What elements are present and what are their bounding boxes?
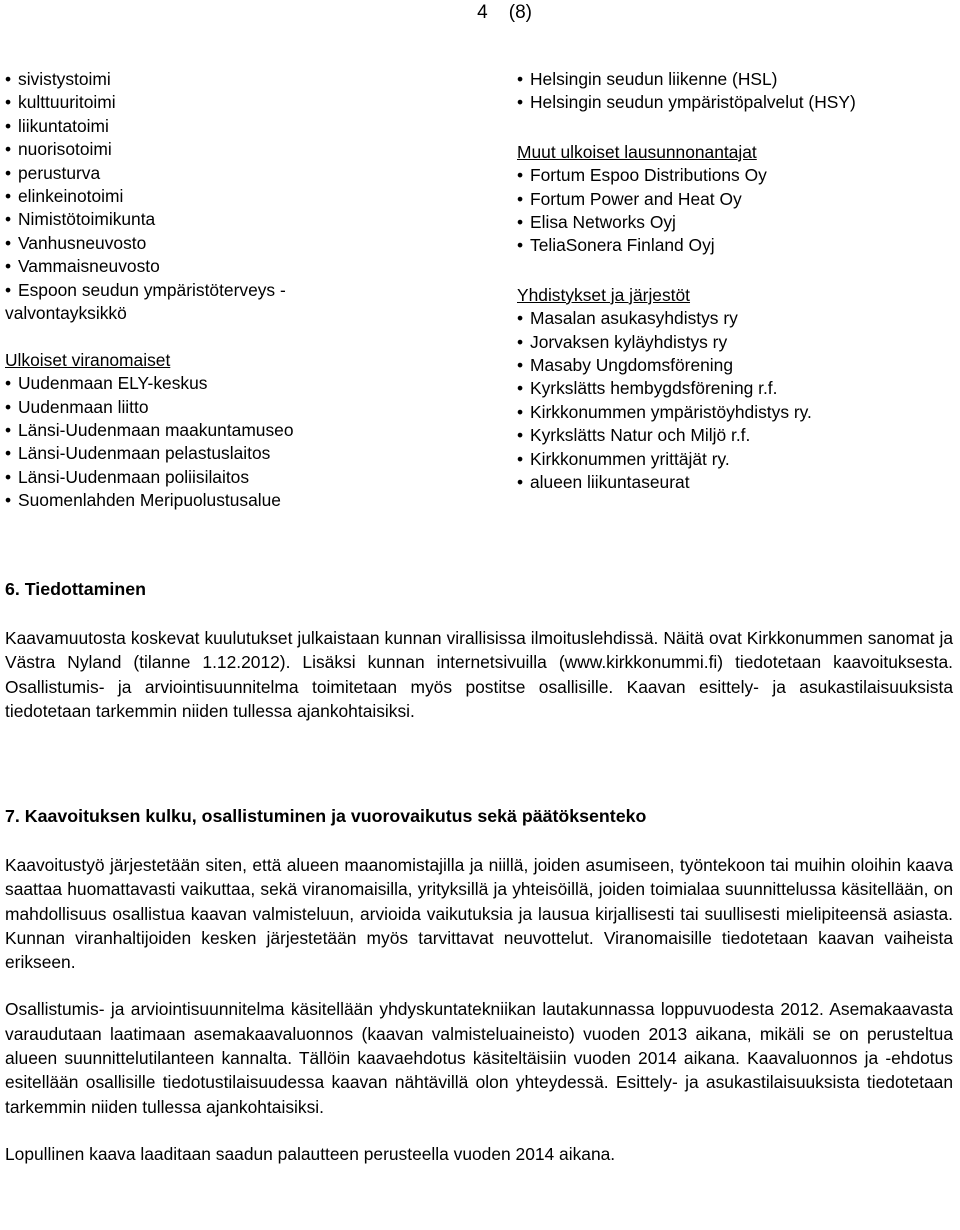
section-title: 7. Kaavoituksen kulku, osallistuminen ja vuorovaikutus sekä päätöksenteko [5, 806, 647, 826]
list-item: • sivistystoimi [5, 68, 475, 91]
list-item: • Masaby Ungdomsförening [517, 354, 957, 377]
associations-list [517, 307, 957, 494]
list-item: • perusturva [5, 162, 475, 185]
section-paragraph: Kaavoitustyö järjestetään siten, että alueen maanomistajilla ja niillä, joiden asumiseen, työntekoon tai muihin oloihin kaava saattaa huomattavasti vaikuttaa, sekä viranomaisilla, yrityksillä ja yhteisöillä, joiden toimialaa suunnittelussa käsitellään, on mahdollisuus osallistua kaavan valmisteluun, arvioida vaikutuksia ja lausua kirjallisesti tai suullisesti mielipiteensä asiasta. Kunnan viranhaltijoiden kesken järjestetään myös tarvittavat neuvottelut. Viranomaisille tiedotetaan kaavan vaiheista erikseen. [5, 855, 953, 973]
section-communication [5, 577, 953, 723]
list-item: • Länsi-Uudenmaan maakuntamuseo [5, 419, 475, 442]
list-item: • TeliaSonera Finland Oyj [517, 234, 957, 257]
list-item: • Kyrkslätts Natur och Miljö r.f. [517, 424, 957, 447]
list-item-line: Espoon seudun ympäristöterveys - [18, 279, 286, 300]
list-item: • Kyrkslätts hembygdsförening r.f. [517, 377, 957, 400]
list-item [5, 279, 475, 326]
list-item: • elinkeinotoimi [5, 185, 475, 208]
list-item: • Vammaisneuvosto [5, 255, 475, 278]
list-item: • Nimistötoimikunta [5, 208, 475, 231]
list-item: • Kirkkonummen yrittäjät ry. [517, 448, 957, 471]
section-title: 6. Tiedottaminen [5, 579, 146, 599]
external-authorities-list [5, 372, 475, 512]
internal-stakeholder-list [5, 68, 475, 325]
associations-heading: Yhdistykset ja järjestöt [517, 284, 691, 305]
list-item: • liikuntatoimi [5, 115, 475, 138]
list-item: • Länsi-Uudenmaan poliisilaitos [5, 466, 475, 489]
list-item: • Uudenmaan ELY-keskus [5, 372, 475, 395]
list-item-line: valvontayksikkö [5, 303, 127, 324]
list-item: • Vanhusneuvosto [5, 232, 475, 255]
section-paragraph: Kaavamuutosta koskevat kuulutukset julkaistaan kunnan virallisissa ilmoituslehdissä. Näitä ovat Kirkkonummen sanomat ja Västra Nyland (tilanne 1.12.2012). Lisäksi kunnan internetsivuilla (www.kirkkonummi.fi) tiedotetaan kaavoituksesta. Osallistumis- ja arviointisuunnitelma toimitetaan myös postitse osallisille. Kaavan esittely- ja asukastilaisuuksista tiedotetaan tarkemmin niiden tullessa ajankohtaisiksi. [5, 628, 953, 721]
right-column [517, 68, 957, 495]
other-external-list [517, 164, 957, 258]
list-item: • alueen liikuntaseurat [517, 471, 957, 494]
page-number: 4 (8) [477, 2, 532, 23]
regional-organisations-list [517, 68, 957, 115]
list-item: • Fortum Power and Heat Oy [517, 188, 957, 211]
section-paragraph: Lopullinen kaava laaditaan saadun palautteen perusteella vuoden 2014 aikana. [5, 1143, 616, 1164]
list-item: • Helsingin seudun ympäristöpalvelut (HSY) [517, 91, 957, 114]
list-item: • kulttuuritoimi [5, 91, 475, 114]
list-item: • nuorisotoimi [5, 138, 475, 161]
list-item: • Jorvaksen kyläyhdistys ry [517, 331, 957, 354]
list-item: • Länsi-Uudenmaan pelastuslaitos [5, 442, 475, 465]
left-column [5, 68, 475, 513]
section-paragraph: Osallistumis- ja arviointisuunnitelma käsitellään yhdyskuntatekniikan lautakunnassa loppuvuodesta 2012. Asemakaavasta varaudutaan laatimaan asemakaavaluonnos (kaavan valmisteluaineisto) vuoden 2013 aikana, mikäli se on perusteltua alueen suunnittelutilanteen kannalta. Tällöin kaavaehdotus käsiteltäisiin vuoden 2014 aikana. Kaavaluonnos ja -ehdotus esitellään osallisille tiedotustilaisuudessa kaavan nähtävillä olon yhteydessä. Esittely- ja asukastilaisuuksista tiedotetaan tarkemmin niiden tullessa ajankohtaisiksi. [5, 999, 953, 1117]
list-item: • Uudenmaan liitto [5, 396, 475, 419]
list-item: • Masalan asukasyhdistys ry [517, 307, 957, 330]
other-external-heading: Muut ulkoiset lausunnonantajat [517, 141, 757, 162]
list-item: • Helsingin seudun liikenne (HSL) [517, 68, 957, 91]
list-item: • Fortum Espoo Distributions Oy [517, 164, 957, 187]
list-item: • Kirkkonummen ympäristöyhdistys ry. [517, 401, 957, 424]
list-item: • Suomenlahden Meripuolustusalue [5, 489, 475, 512]
section-planning-process [5, 804, 953, 1166]
list-item: • Elisa Networks Oyj [517, 211, 957, 234]
external-authorities-heading: Ulkoiset viranomaiset [5, 349, 171, 370]
